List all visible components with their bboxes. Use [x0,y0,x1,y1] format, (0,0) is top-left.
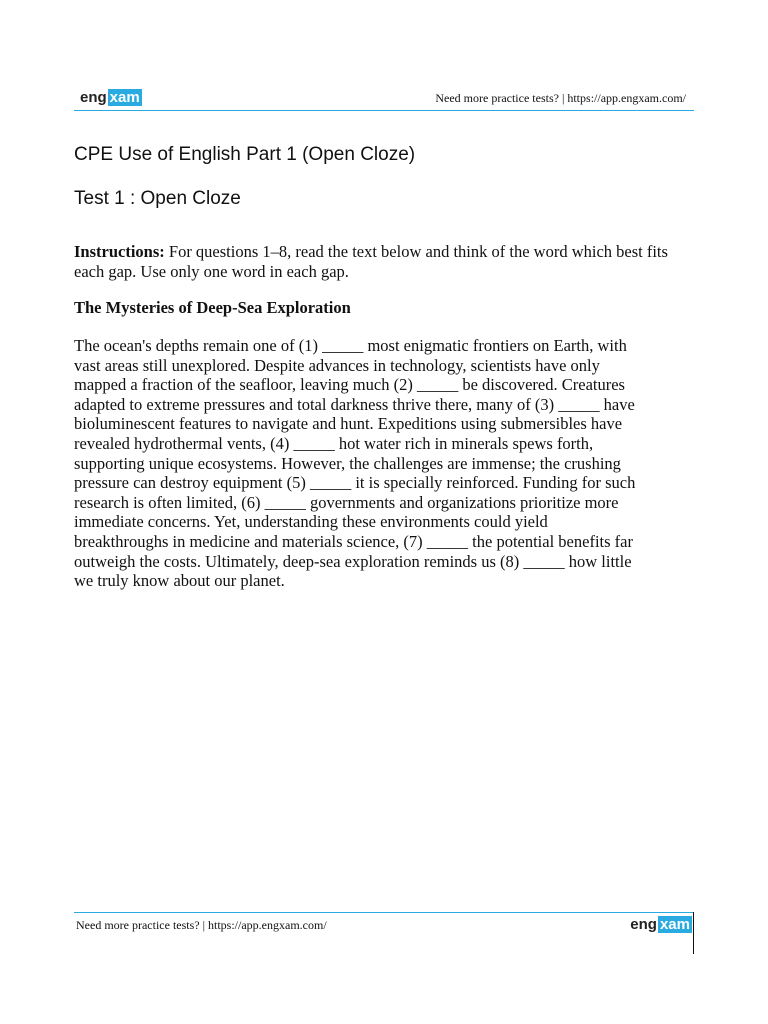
footer-practice-link[interactable]: Need more practice tests? | https://app.engxam.com/ [76,918,327,932]
passage-line: pressure can destroy equipment (5) _____ it is specially reinforced. Funding for such [74,473,636,493]
passage-line: adapted to extreme pressures and total darkness thrive there, many of (3) _____ have [74,394,635,414]
page-footer [74,912,694,935]
passage-line: revealed hydrothermal vents, (4) _____ hot water rich in minerals spews forth, [74,433,594,453]
passage-line: vast areas still unexplored. Despite advances in technology, scientists have only [74,355,600,375]
page-title: CPE Use of English Part 1 (Open Cloze) [74,144,416,165]
logo-text-eng: eng [80,89,107,106]
engxam-logo[interactable] [80,89,142,106]
logo-text-xam: xam [109,89,140,106]
passage-line: research is often limited, (6) _____ governments and organizations prioritize more [74,492,619,512]
footer-divider [693,912,694,954]
passage-line: breakthroughs in medicine and materials science, (7) _____ the potential benefits far [74,531,633,551]
header-practice-link[interactable]: Need more practice tests? | https://app.engxam.com/ [435,91,686,105]
instructions [74,242,694,281]
test-title: Test 1 : Open Cloze [74,188,241,209]
instructions-label: Instructions: [74,242,165,261]
passage-line: we truly know about our planet. [74,571,285,591]
logo-text-eng: eng [630,916,657,933]
logo-text-xam: xam [659,916,690,933]
passage-title: The Mysteries of Deep-Sea Exploration [74,298,351,317]
passage-line: supporting unique ecosystems. However, the challenges are immense; the crushing [74,453,621,473]
instructions-text: For questions 1–8, read the text below and think of the word which best fits each gap. Use only one word in each gap. [74,242,668,281]
passage-text [74,336,694,591]
engxam-logo-footer[interactable] [630,916,692,933]
passage-line: bioluminescent features to navigate and hunt. Expeditions using submersibles have [74,414,623,434]
passage-line: mapped a fraction of the seafloor, leaving much (2) _____ be discovered. Creatures [74,375,625,395]
passage-line: The ocean's depths remain one of (1) _____ most enigmatic frontiers on Earth, with [74,336,627,355]
passage-line: immediate concerns. Yet, understanding these environments could yield [74,512,548,532]
passage-line: outweigh the costs. Ultimately, deep-sea exploration reminds us (8) _____ how little [74,551,632,571]
page-header [74,88,694,111]
